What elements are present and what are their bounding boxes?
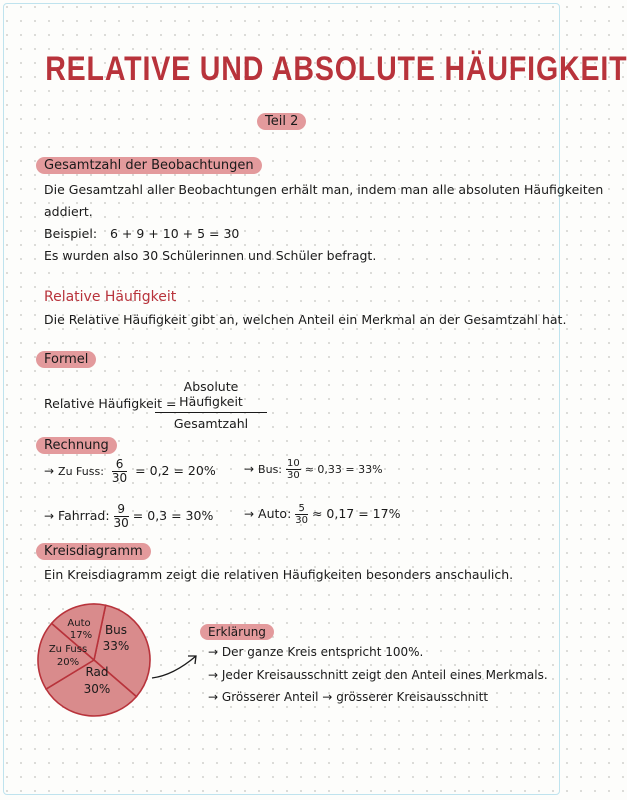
rechnung-heading: Rechnung	[36, 437, 117, 454]
calc-den: 30	[111, 471, 128, 485]
calc-num: 9	[114, 503, 129, 517]
relative-text: Die Relative Häufigkeit gibt an, welchen Anteil ein Merkmal an der Gesamtzahl hat.	[44, 312, 567, 327]
erklaerung-right: grösserer Kreisausschnitt	[336, 690, 489, 704]
calc-den: 30	[287, 470, 300, 481]
calc-num: 10	[287, 458, 300, 469]
calc-result: = 0,2 = 20%	[135, 463, 216, 478]
relative-heading: Relative Häufigkeit	[44, 289, 177, 305]
calc-result: ≈ 0,17 = 17%	[311, 506, 401, 521]
connector-arrow-icon	[152, 656, 196, 678]
pie-value-fuss: 20%	[56, 657, 80, 668]
calc-result: = 0,3 = 30%	[132, 508, 214, 523]
calc-label: Auto:	[258, 506, 292, 521]
arrow-icon: →	[208, 645, 219, 659]
calc-label: Bus:	[258, 463, 283, 476]
arrow-icon: →	[44, 464, 55, 478]
kreis-heading: Kreisdiagramm	[36, 543, 151, 560]
arrow-icon: →	[244, 462, 255, 476]
arrow-icon: →	[44, 509, 55, 523]
gesamtzahl-line-2: addiert.	[44, 204, 93, 219]
arrow-icon: →	[322, 690, 333, 704]
calc-num: 5	[295, 503, 308, 515]
part-badge: Teil 2	[257, 113, 306, 130]
gesamtzahl-heading: Gesamtzahl der Beobachtungen	[36, 157, 262, 174]
formel-heading: Formel	[36, 351, 96, 368]
calc-den: 30	[113, 516, 129, 530]
example-value: 6 + 9 + 10 + 5 = 30	[110, 226, 240, 241]
erklaerung-item-2	[208, 668, 548, 682]
pie-label-fuss: Zu Fuss	[48, 644, 88, 655]
erklaerung-left: Grösserer Anteil	[221, 690, 319, 704]
gesamtzahl-line-3: Es wurden also 30 Schülerinnen und Schüler befragt.	[44, 248, 377, 263]
arrow-icon: →	[244, 507, 255, 521]
page-title: RELATIVE UND ABSOLUTE HÄUFIGKEIT	[45, 50, 627, 88]
erklaerung-item-1	[208, 645, 423, 659]
calc-label: Fahrrad:	[58, 508, 110, 523]
formula-denominator: Gesamtzahl	[173, 416, 249, 431]
formula-lhs: Relative Häufigkeit =	[44, 396, 177, 411]
calc-num: 6	[112, 458, 127, 472]
pie-label-rad: Rad	[85, 665, 109, 679]
pie-label-bus: Bus	[104, 623, 128, 637]
formula-numerator: Absolute Häufigkeit	[179, 379, 243, 409]
kreis-text: Ein Kreisdiagramm zeigt die relativen Häufigkeiten besonders anschaulich.	[44, 567, 514, 582]
erklaerung-heading: Erklärung	[200, 624, 274, 640]
pie-value-bus: 33%	[102, 639, 130, 653]
erklaerung-text: Jeder Kreisausschnitt zeigt den Anteil eines Merkmals.	[221, 668, 548, 682]
calc-result: ≈ 0,33 = 33%	[304, 463, 383, 476]
erklaerung-text: Der ganze Kreis entspricht 100%.	[221, 645, 424, 659]
example-label: Beispiel:	[44, 226, 98, 241]
erklaerung-item-3	[208, 690, 488, 704]
arrow-icon: →	[208, 668, 219, 682]
arrow-icon: →	[208, 690, 219, 704]
pie-label-auto: Auto	[67, 618, 91, 629]
gesamtzahl-line-1: Die Gesamtzahl aller Beobachtungen erhält man, indem man alle absoluten Häufigkeiten	[44, 182, 604, 197]
calc-label: Zu Fuss:	[58, 465, 104, 478]
calc-den: 30	[295, 515, 308, 526]
pie-value-auto: 17%	[69, 630, 93, 641]
pie-value-rad: 30%	[83, 682, 111, 696]
